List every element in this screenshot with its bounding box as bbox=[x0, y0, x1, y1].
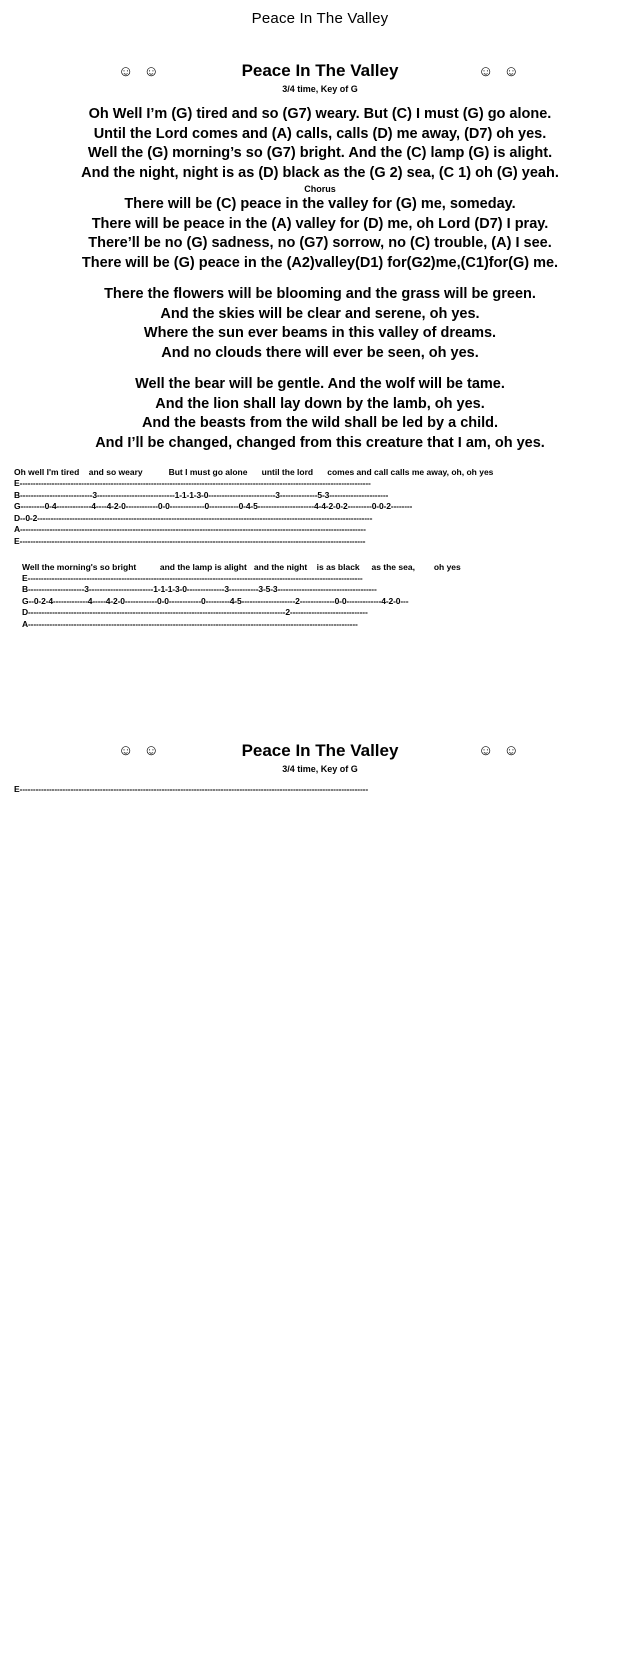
song-subtitle: 3/4 time, Key of G bbox=[282, 84, 358, 94]
guitar-tab-2 bbox=[0, 562, 640, 631]
lyric-line: And the night, night is as (D) black as the (G 2) sea, (C 1) oh (G) yeah. bbox=[81, 164, 559, 181]
tab-string-E-low: E--------------------------------------------------------------------------------------------------------------------------------- bbox=[14, 535, 366, 546]
tab-string-B: B---------------------------3-----------------------------1-1-1-3-0-------------------------3--------------5-3---------------------- bbox=[14, 489, 389, 500]
song-block bbox=[0, 61, 640, 631]
smiley-icon-right: ☺ ☺ bbox=[478, 62, 522, 80]
lyric-line: There will be (C) peace in the valley for (G) me, someday. bbox=[124, 196, 516, 212]
song-subtitle-repeat: 3/4 time, Key of G bbox=[282, 763, 358, 774]
tab-string-A: A--------------------------------------------------------------------------------------------------------------------------- bbox=[22, 618, 358, 629]
lyric-line: Well the (G) morning’s so (G7) bright. And the (C) lamp (G) is alight. bbox=[87, 145, 553, 161]
tab-string-G: G---------0-4-------------4----4-2-0------------0-0-------------0-----------0-4-5---------------------4-4-2-0-2---------0-0-2-------- bbox=[14, 501, 413, 512]
tab-string-B: B---------------------3------------------------1-1-1-3-0--------------3-----------3-5-3------------------------------------- bbox=[22, 584, 377, 595]
tab-lyric-header: Oh well I'm tired and so weary But I must go alone until the lord comes and call calls me away, oh, oh yes bbox=[14, 467, 494, 477]
chorus-label: Chorus bbox=[304, 184, 336, 194]
tab-string-D: D--0-2----------------------------------------------------------------------------------------------------------------------------- bbox=[14, 512, 373, 523]
smiley-icon-left: ☺ ☺ bbox=[118, 742, 162, 760]
tab-string-E-high: E----------------------------------------------------------------------------------------------------------------------------------- bbox=[14, 478, 371, 488]
tab-string-A: A--------------------------------------------------------------------------------------------------------------------------------- bbox=[14, 524, 366, 535]
smiley-icon-right: ☺ ☺ bbox=[478, 742, 522, 760]
lyric-line: Until the Lord comes and (A) calls, calls (D) me away, (D7) oh yes. bbox=[93, 125, 547, 142]
lyric-line: There’ll be no (G) sadness, no (G7) sorrow, no (C) trouble, (A) I see. bbox=[88, 235, 552, 251]
lyric-line: Where the sun ever beams in this valley of dreams. bbox=[143, 325, 497, 341]
lyric-line: There the flowers will be blooming and the grass will be green. bbox=[104, 286, 536, 302]
lyric-line: Oh Well I’m (G) tired and so (G7) weary. But (C) I must (G) go alone. bbox=[88, 106, 552, 122]
smiley-icon-left: ☺ ☺ bbox=[118, 62, 162, 80]
lyric-line: Well the bear will be gentle. And the wolf will be tame. bbox=[135, 376, 505, 392]
verse-spacer bbox=[0, 363, 640, 375]
lyric-line: And the beasts from the wild shall be led by a child. bbox=[141, 415, 499, 431]
chorus bbox=[0, 195, 640, 273]
lyric-line: And the lion shall lay down by the lamb, oh yes. bbox=[155, 395, 485, 412]
song-header bbox=[0, 61, 640, 81]
guitar-tab-1 bbox=[0, 467, 640, 548]
lyric-line: And I’ll be changed, changed from this creature that I am, oh yes. bbox=[95, 434, 545, 451]
song-title: Peace In The Valley bbox=[241, 61, 399, 80]
lyric-line: And the skies will be clear and serene, oh yes. bbox=[160, 305, 480, 322]
tab-string-E-high-repeat: E---------------------------------------------------------------------------------------------------------------------------------- bbox=[14, 783, 368, 794]
document-title: Peace In The Valley bbox=[251, 10, 389, 27]
tab-string-E-high: E----------------------------------------------------------------------------------------------------------------------------- bbox=[22, 572, 363, 583]
lyric-line: There will be (G) peace in the (A2)valley(D1) for(G2)me,(C1)for(G) me. bbox=[81, 254, 559, 271]
tab-string-G: G--0-2-4-------------4-----4-2-0------------0-0------------0---------4-5--------------------2-------------0-0-------------4-2-0--- bbox=[22, 595, 409, 606]
song-title-repeat: Peace In The Valley bbox=[241, 740, 399, 760]
verse-2 bbox=[0, 285, 640, 363]
tab-lyric-header: Well the morning's so bright and the lamp is alight and the night is as black as the sea, oh yes bbox=[22, 561, 461, 572]
lyric-line: There will be peace in the (A) valley for (D) me, oh Lord (D7) I pray. bbox=[91, 215, 549, 232]
song-header-repeat bbox=[0, 741, 640, 761]
verse-1 bbox=[0, 105, 640, 183]
lyric-line: And no clouds there will ever be seen, oh yes. bbox=[161, 344, 479, 361]
verse-3 bbox=[0, 375, 640, 453]
verse-spacer bbox=[0, 273, 640, 285]
song-block-repeat bbox=[0, 741, 640, 794]
tab-string-D: D------------------------------------------------------------------------------------------------2----------------------------- bbox=[22, 607, 368, 618]
section-spacer bbox=[0, 631, 640, 741]
